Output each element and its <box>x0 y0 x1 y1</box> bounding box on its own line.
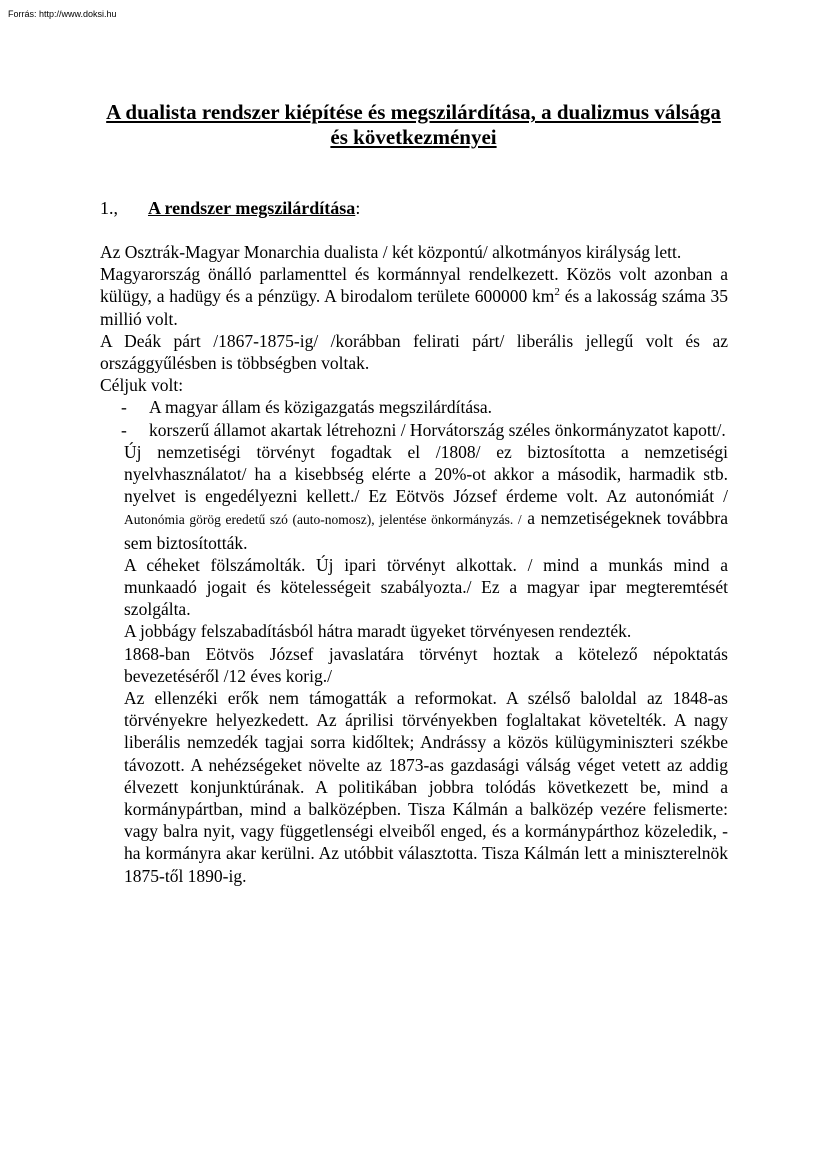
inline-note: Autonómia görög eredetű szó (auto-nomosz), jelentése önkormányzás. / <box>124 512 522 528</box>
list-item-text: A magyar állam és közigazgatás megszilárdítása. <box>149 397 493 418</box>
section-heading <box>100 197 360 219</box>
indented-paragraph: 1868-ban Eötvös József javaslatára törvényt hoztak a kötelező népoktatás bevezetéséről /12 éves korig./ <box>124 643 728 686</box>
paragraph-text: Magyarország önálló parlamenttel és kormánnyal rendelkezett. Közös volt azonban a külügy, a hadügy és a pénzügy. A birodalom területe 600000 km <box>100 264 728 307</box>
indented-paragraph <box>100 441 728 554</box>
source-label: Forrás: http://www.doksi.hu <box>8 9 117 19</box>
paragraph <box>100 263 728 330</box>
superscript: 2 <box>554 286 560 299</box>
bullet-dash: - <box>121 397 127 418</box>
paragraph: Az Osztrák-Magyar Monarchia dualista / két központú/ alkotmányos királyság lett. <box>100 242 682 262</box>
list-item <box>100 419 728 441</box>
indented-paragraph: A céheket fölszámolták. Új ipari törvényt alkottak. / mind a munkás mind a munkaadó jogait és kötelességeit szabályozta./ Ez a magyar ipar megteremtését szolgálta. <box>124 554 728 620</box>
list-item-text: korszerű államot akartak létrehozni / Horvátország széles önkormányzatot kapott/. <box>149 419 726 440</box>
paragraph: A Deák párt /1867-1875-ig/ /korábban felirati párt/ liberális jellegű volt és az országgyűlésben is többségben voltak. <box>100 330 728 374</box>
bullet-dash: - <box>121 419 127 440</box>
list-item <box>100 396 728 418</box>
indented-paragraph: A jobbágy felszabadításból hátra maradt ügyeket törvényesen rendezték. <box>124 621 632 642</box>
paragraph-text: a nemzetiségeknek továbbra sem biztosították. <box>124 508 728 553</box>
paragraph: Céljuk volt: <box>100 375 184 396</box>
section-title: A rendszer megszilárdítása <box>148 198 356 218</box>
section-number: 1., <box>100 198 118 218</box>
document-body <box>100 241 728 887</box>
goal-list <box>100 396 728 440</box>
page-title: A dualista rendszer kiépítése és megszilárdítása, a dualizmus válsága és következményei <box>106 100 721 149</box>
paragraph-text: és a lakosság száma 35 millió volt. <box>100 286 728 329</box>
indented-paragraph: Az ellenzéki erők nem támogatták a reformokat. A szélső baloldal az 1848-as törvényekre helyezkedett. Az áprilisi törvényekben foglaltakat követelték. A nagy liberális nemzedék tagjai sorra kidőltek; Andrássy a közös külügyminiszteri székbe távozott. A nehézségeket növelte az 1873-as gazdasági válság véget vetett az addig élvezett konjunktúrának. A politikában jobbra tolódás következett be, mind a kormánypártban, mind a balközépben. Tisza Kálmán a balközép vezére felismerte: vagy balra nyit, vagy függetlenségi elveiből enged, és a kormánypárthoz közeledik, - ha kormányra akar kerülni. Az utóbbit választotta. Tisza Kálmán lett a miniszterelnök 1875-től 1890-ig. <box>124 688 728 886</box>
paragraph-text: Új nemzetiségi törvényt fogadtak el /1808/ ez biztosította a nemzetiségi nyelvhasználatot/ ha a kisebbség elérte a 20%-ot akkor a második, harmadik stb. nyelvet is engedélyezni kellett./ Ez Eötvös József érdeme volt. Az autonómiát / <box>124 441 728 507</box>
section-colon: : <box>355 198 361 218</box>
